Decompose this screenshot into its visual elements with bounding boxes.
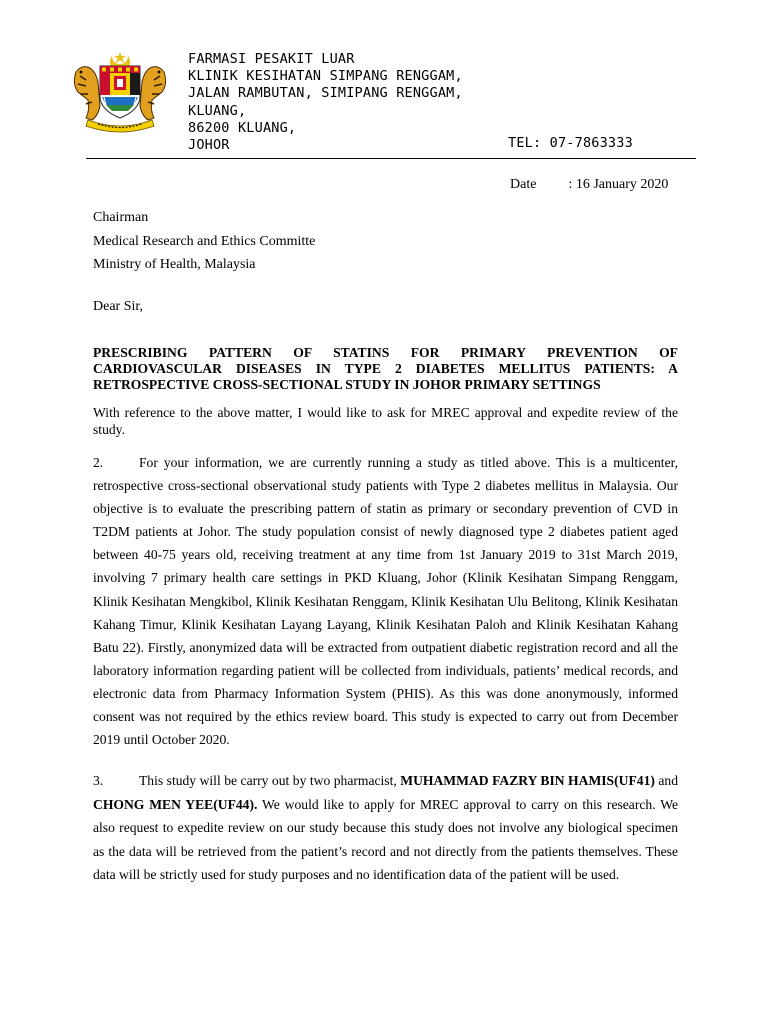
salutation: Dear Sir, [93, 299, 143, 314]
letter-date [510, 177, 668, 193]
paragraph-text: and [654, 773, 679, 788]
letter-subject [93, 345, 678, 393]
paragraph-study-details [93, 451, 678, 751]
paragraph-intro: With reference to the above matter, I would like to ask for MREC approval and expedite review of the study. [93, 405, 678, 437]
recipient-address [93, 206, 315, 277]
recipient-committee: Medical Research and Ethics Committe [93, 233, 316, 249]
paragraph-number: 3. [93, 773, 104, 788]
date-label: Date [510, 177, 537, 192]
paragraph-investigators [93, 769, 678, 887]
header-divider [86, 158, 696, 159]
paragraph-number: 2. [93, 455, 104, 470]
telephone-number: TEL: 07-7863333 [508, 135, 633, 151]
coat-of-arms-logo [66, 50, 174, 136]
letterhead-line: KLUANG, [188, 102, 247, 119]
recipient-title: Chairman [93, 210, 149, 225]
subject-line: PRESCRIBING PATTERN OF STATINS FOR PRIMARY PREVENTION OF [93, 345, 678, 360]
letterhead-line: 86200 KLUANG, [188, 119, 297, 136]
paragraph-text: This study will be carry out by two pharmacist, [139, 773, 401, 788]
subject-line: RETROSPECTIVE CROSS-SECTIONAL STUDY IN JOHOR PRIMARY SETTINGS [93, 377, 601, 392]
letterhead-line: JOHOR [188, 136, 230, 153]
investigator-name: MUHAMMAD FAZRY BIN HAMIS(UF41) [400, 773, 655, 788]
letterhead-line: KLINIK KESIHATAN SIMPANG RENGGAM, [188, 68, 463, 85]
letterhead-line: FARMASI PESAKIT LUAR [188, 51, 355, 67]
paragraph-body: For your information, we are currently running a study as titled above. This is a multicenter, retrospective cross-sectional observational study patients with Type 2 diabetes mellitus in Malaysia. Our objective is to evaluate the prescribing pattern of statin as primary or secondary prevention of CVD in T2DM patients at Johor. The study population consist of newly diagnosed type 2 diabetes patient aged between 40-75 years old, receiving treatment at any time from 1st January 2019 to 31st March 2019, involving 7 primary health care settings in PKD Kluang, Johor (Klinik Kesihatan Simpang Renggam, Klinik Kesihatan Mengkibol, Klinik Kesihatan Renggam, Klinik Kesihatan Ulu Belitong, Klinik Kesihatan Kahang Timur, Klinik Kesihatan Layang Layang, Klinik Kesihatan Paloh and Klinik Kesihatan Kahang Batu 22). Firstly, anonymized data will be extracted from outpatient diabetic registration record and all the laboratory information regarding patient will be collected from individuals, patients’ medical records, and electronic data from Pharmacy Information System (PHIS). As this was done anonymously, informed consent was not required by the ethics review board. This study is expected to carry out from December 2019 until October 2020. [93, 455, 678, 748]
date-value: : 16 January 2020 [568, 177, 669, 192]
investigator-name: CHONG MEN YEE(UF44). [93, 796, 258, 812]
letterhead-line: JALAN RAMBUTAN, SIMIPANG RENGGAM, [188, 85, 463, 102]
paragraph-text: We would like to apply for MREC approval to carry on this research. We also request to expedite review on our study because this study does not involve any biological specimen as the data will be retrieved from the patient’s record and not directly from the patients themselves. These data will be strictly used for study purposes and no identification data of the patient will be used. [93, 796, 678, 883]
subject-line: CARDIOVASCULAR DISEASES IN TYPE 2 DIABETES MELLITUS PATIENTS: A [93, 361, 678, 376]
recipient-ministry: Ministry of Health, Malaysia [93, 257, 256, 272]
